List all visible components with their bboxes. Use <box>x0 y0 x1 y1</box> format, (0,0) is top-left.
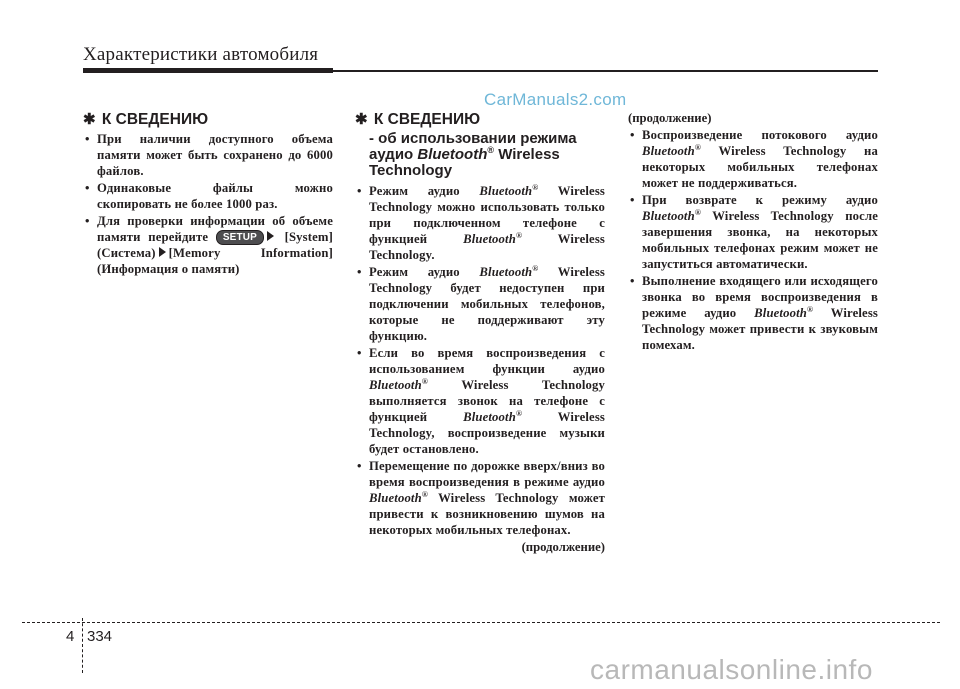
note-bullet-list <box>355 183 605 538</box>
list-item: • При наличии доступного объема памяти может быть сохранено до 6000 файлов. <box>83 131 333 179</box>
footer-dashed-rule <box>22 622 940 623</box>
column-2 <box>355 110 605 555</box>
watermark-top[interactable]: CarManuals2.com <box>484 90 627 109</box>
note-title: ✱ К СВЕДЕНИЮ <box>355 111 481 128</box>
triangle-right-icon <box>159 247 166 257</box>
triangle-right-icon <box>267 231 274 241</box>
note-subtitle: - об использовании режима аудио Bluetooth® Wireless Technology <box>369 130 577 179</box>
footer-section-number: 4 <box>66 628 75 645</box>
list-item: • Режим аудио Bluetooth® Wireless Technology можно использовать только при подключенном телефоне с функцией Bluetooth® Wireless Technology. <box>355 183 605 263</box>
footer-vertical-rule <box>82 618 83 673</box>
footer-page-number: 334 <box>87 628 113 645</box>
header-rule-thin <box>333 70 878 72</box>
asterisk-icon: ✱ <box>355 111 368 128</box>
column-3 <box>628 110 878 354</box>
column-1 <box>83 110 333 278</box>
list-item: • Если во время воспроизведения с использованием функции аудио Bluetooth® Wireless Technology выполняется звонок на телефоне с функцией Bluetooth® Wireless Technology, воспроизведение музыки будет остановлено. <box>355 345 605 457</box>
header-rule-thick <box>83 68 333 73</box>
list-item: • Перемещение по дорожке вверх/вниз во время воспроизведения в режиме аудио Bluetooth® Wireless Technology может привести к возникновению шумов на некоторых мобильных телефонах. <box>355 458 605 538</box>
list-item: • Воспроизведение потокового аудио Bluetooth® Wireless Technology на некоторых мобильных телефонах может не поддерживаться. <box>628 127 878 191</box>
list-item: • Выполнение входящего или исходящего звонка во время воспроизведения в режиме аудио Bluetooth® Wireless Technology может привести к звуковым помехам. <box>628 273 878 353</box>
continued-label: (продолжение) <box>521 540 605 554</box>
continued-label: (продолжение) <box>628 111 712 125</box>
list-item: • Режим аудио Bluetooth® Wireless Technology будет недоступен при подключении мобильных телефонов, которые не поддерживают эту функцию. <box>355 264 605 344</box>
watermark-bottom: carmanualsonline.info <box>590 654 873 685</box>
note-bullet-list <box>83 131 333 277</box>
list-item: • Одинаковые файлы можно скопировать не более 1000 раз. <box>83 180 333 212</box>
setup-key-label: SETUP <box>216 230 264 245</box>
page-header-title: Характеристики автомобиля <box>83 44 319 65</box>
list-item: • Для проверки информации об объеме памяти перейдите SETUP [System] (Система) [Memory Information] (Информация о памяти) <box>83 213 333 277</box>
note-title: ✱ К СВЕДЕНИЮ <box>83 111 209 128</box>
list-item: • При возврате к режиму аудио Bluetooth® Wireless Technology после завершения звонка, на некоторых мобильных телефонах режим может не запуститься автоматически. <box>628 192 878 272</box>
asterisk-icon: ✱ <box>83 111 96 128</box>
note-bullet-list <box>628 127 878 353</box>
